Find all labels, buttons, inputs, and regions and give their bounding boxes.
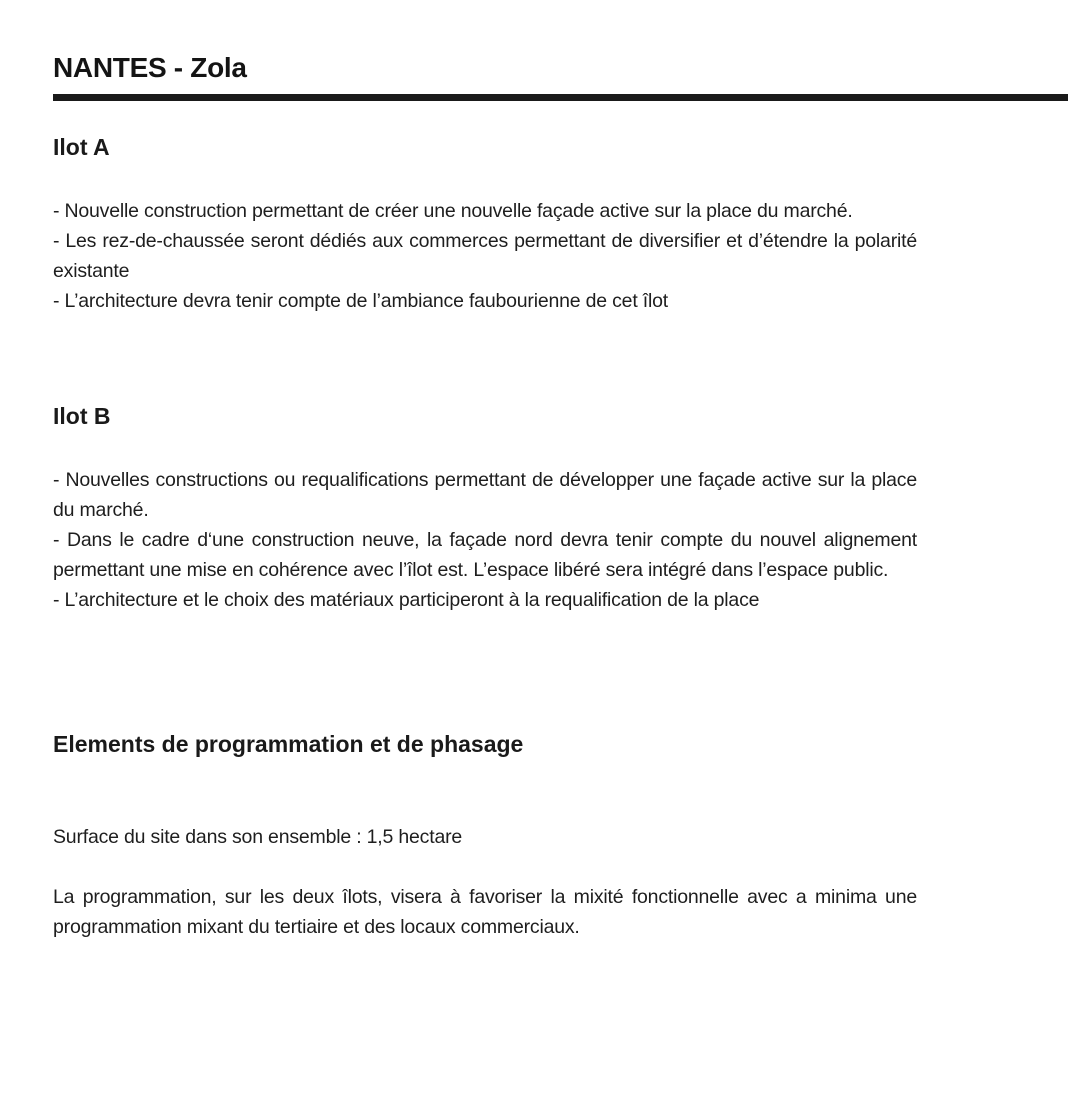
ilot-a-list xyxy=(53,196,917,316)
ilot-b-list xyxy=(53,465,917,615)
surface-text: Surface du site dans son ensemble : 1,5 hectare xyxy=(53,826,463,848)
ilot-b-item-1: - Nouvelles constructions ou requalifications permettant de développer une façade active sur la place du marché. xyxy=(53,469,917,521)
ilot-b-item-2: - Dans le cadre d‘une construction neuve, la façade nord devra tenir compte du nouvel alignement permettant une mise en cohérence avec l’îlot est. L’espace libéré sera intégré dans l’espace public. xyxy=(53,529,917,581)
section-heading-programmation: Elements de programmation et de phasage xyxy=(53,731,524,757)
ilot-a-item-3: - L’architecture devra tenir compte de l’ambiance faubourienne de cet îlot xyxy=(53,290,668,312)
ilot-a-item-1: - Nouvelle construction permettant de créer une nouvelle façade active sur la place du marché. xyxy=(53,200,853,222)
page-title: NANTES - Zola xyxy=(53,52,247,83)
programmation-description: La programmation, sur les deux îlots, visera à favoriser la mixité fonctionnelle avec a minima une programmation mixant du tertiaire et des locaux commerciaux. xyxy=(53,886,917,938)
title-underline-rule xyxy=(53,94,1068,101)
ilot-b-item-3: - L’architecture et le choix des matériaux participeront à la requalification de la place xyxy=(53,589,760,611)
section-heading-ilot-a: Ilot A xyxy=(53,134,110,160)
ilot-a-item-2: - Les rez-de-chaussée seront dédiés aux commerces permettant de diversifier et d’étendre la polarité existante xyxy=(53,230,917,282)
section-heading-ilot-b: Ilot B xyxy=(53,403,111,429)
